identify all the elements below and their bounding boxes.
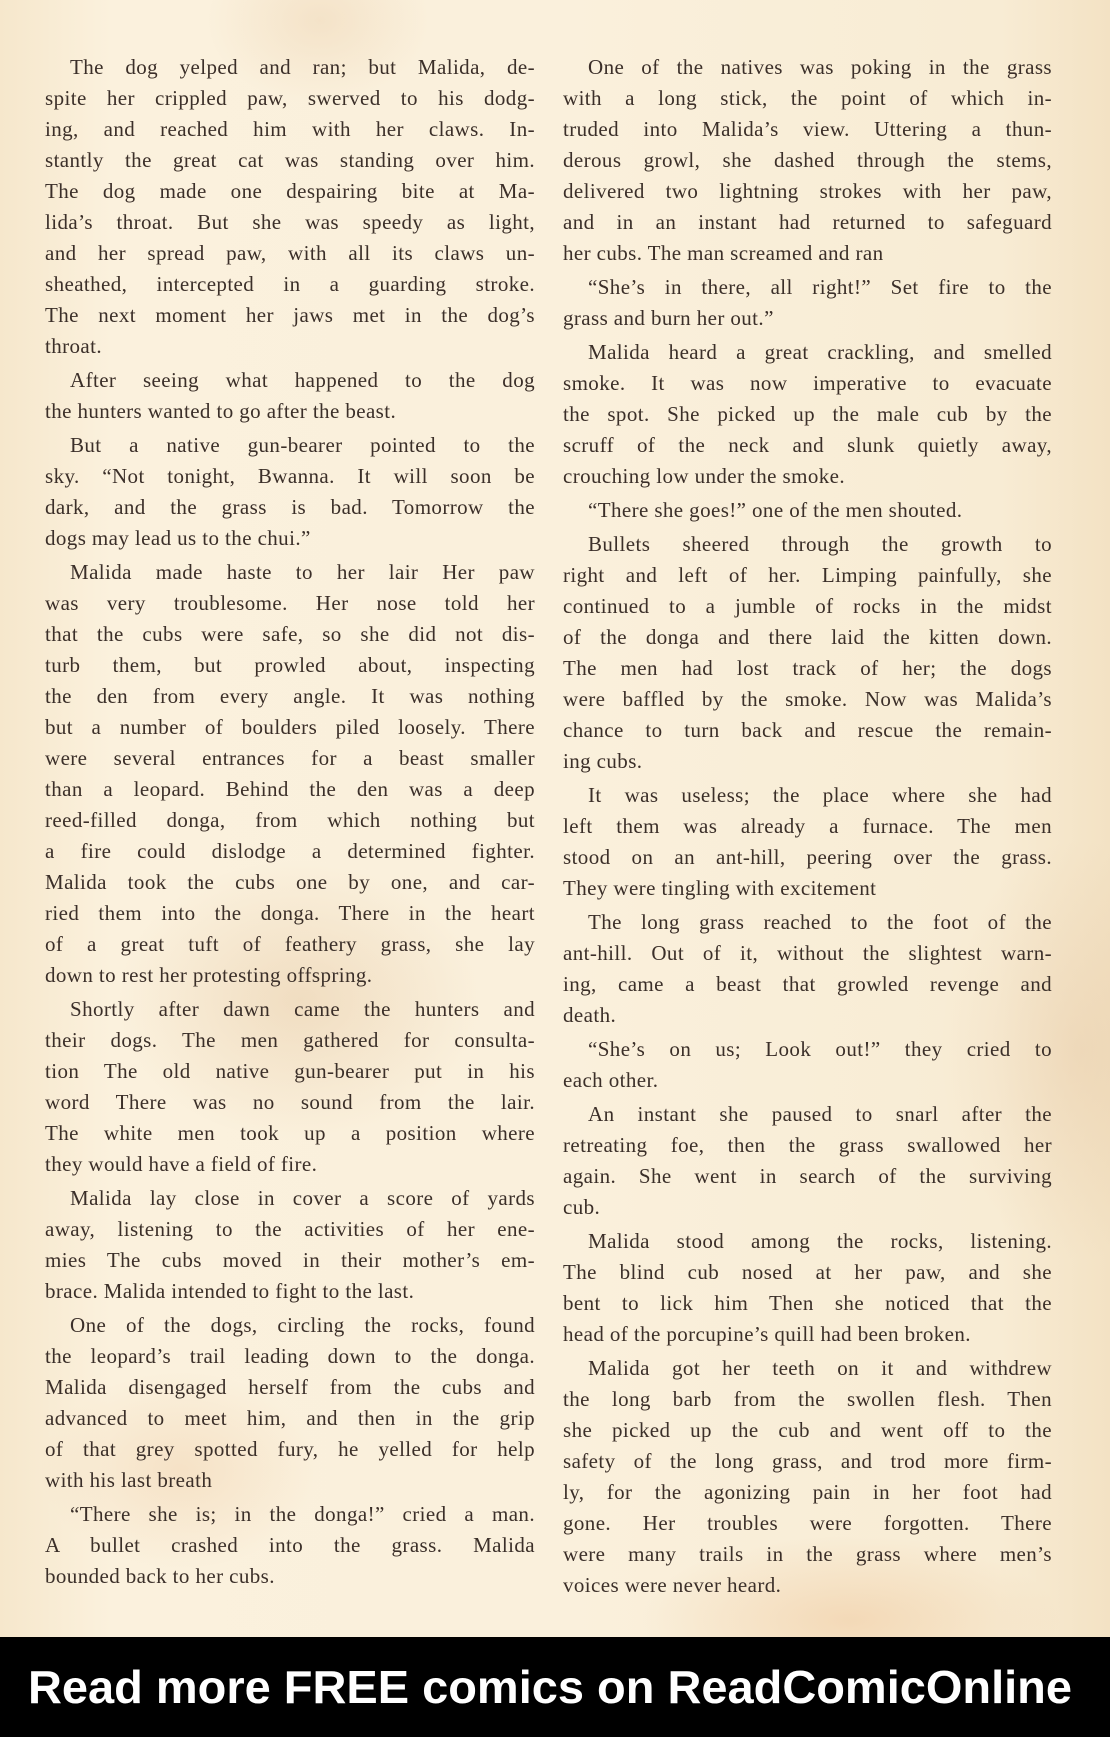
paragraph [45,1310,535,1496]
text-line: sky. “Not tonight, Bwanna. It will soon be [45,464,535,488]
text-line: down to rest her protesting offspring. [45,963,373,987]
text-line: dogs may lead us to the chui.” [45,526,311,550]
text-line: retreating foe, then the grass swallowed her [563,1133,1052,1157]
text-line: she picked up the cub and went off to the [563,1418,1052,1442]
text-line: were several entrances for a beast smaller [45,746,535,770]
text-line: Malida heard a great crackling, and smelled [588,340,1052,364]
text-line: ing, and reached him with her claws. In- [45,117,535,141]
paragraph [563,1353,1052,1601]
text-line: The blind cub nosed at her paw, and she [563,1260,1052,1284]
text-line: “There she goes!” one of the men shouted. [588,498,963,522]
text-line: ant-hill. Out of it, without the slightest warn- [563,941,1052,965]
text-line: Shortly after dawn came the hunters and [70,997,535,1021]
text-line: They were tingling with excitement [563,876,877,900]
text-line: A bullet crashed into the grass. Malida [45,1533,535,1557]
text-line: Bullets sheered through the growth to [588,532,1052,556]
text-line: smoke. It was now imperative to evacuate [563,371,1052,395]
text-line: reed-filled donga, from which nothing but [45,808,535,832]
text-line: death. [563,1003,617,1027]
text-line: cub. [563,1195,601,1219]
text-line: word There was no sound from the lair. [45,1090,535,1114]
text-line: The long grass reached to the foot of the [588,910,1052,934]
text-line: grass and burn her out.” [563,306,774,330]
text-line: but a number of boulders piled loosely. There [45,715,535,739]
text-line: But a native gun-bearer pointed to the [70,433,535,457]
text-line: head of the porcupine’s quill had been broken. [563,1322,971,1346]
paragraph [45,1183,535,1307]
text-line: and her spread paw, with all its claws un- [45,241,535,265]
text-line: bent to lick him Then she noticed that the [563,1291,1052,1315]
paragraph [563,780,1052,904]
paragraph [563,529,1052,777]
promo-banner [0,1637,1110,1737]
text-line: ing, came a beast that growled revenge and [563,972,1052,996]
text-line: truded into Malida’s view. Uttering a thun- [563,117,1052,141]
text-line: their dogs. The men gathered for consulta- [45,1028,535,1052]
text-line: voices were never heard. [563,1573,782,1597]
text-line: stantly the great cat was standing over him. [45,148,535,172]
text-line: advanced to meet him, and then in the grip [45,1406,535,1430]
text-line: The dog made one despairing bite at Ma- [45,179,535,203]
text-line: It was useless; the place where she had [588,783,1052,807]
text-line: lida’s throat. But she was speedy as light, [45,210,535,234]
paragraph [45,52,535,362]
text-line: they would have a field of fire. [45,1152,318,1176]
left-text-column [45,52,535,1595]
text-line: One of the dogs, circling the rocks, found [70,1313,535,1337]
text-line: continued to a jumble of rocks in the midst [563,594,1052,618]
text-line: right and left of her. Limping painfully, she [563,563,1052,587]
text-line: dark, and the grass is bad. Tomorrow the [45,495,535,519]
text-line: away, listening to the activities of her ene- [45,1217,535,1241]
text-line: Malida disengaged herself from the cubs and [45,1375,535,1399]
text-line: The next moment her jaws met in the dog’s [45,303,535,327]
paragraph [45,1499,535,1592]
text-line: turb them, but prowled about, inspecting [45,653,535,677]
text-line: the leopard’s trail leading down to the donga. [45,1344,535,1368]
text-line: the hunters wanted to go after the beast. [45,399,397,423]
text-line: An instant she paused to snarl after the [588,1102,1052,1126]
text-line: The men had lost track of her; the dogs [563,656,1052,680]
text-line: brace. Malida intended to fight to the last. [45,1279,415,1303]
text-line: of that grey spotted fury, he yelled for help [45,1437,535,1461]
text-line: than a leopard. Behind the den was a deep [45,777,535,801]
text-line: gone. Her troubles were forgotten. There [563,1511,1052,1535]
text-line: stood on an ant-hill, peering over the grass. [563,845,1052,869]
text-line: Malida stood among the rocks, listening. [588,1229,1052,1253]
text-line: crouching low under the smoke. [563,464,846,488]
paragraph [563,337,1052,492]
text-line: safety of the long grass, and trod more firm- [563,1449,1052,1473]
text-line: throat. [45,334,103,358]
text-line: again. She went in search of the surviving [563,1164,1052,1188]
text-line: with a long stick, the point of which in- [563,86,1052,110]
text-line: sheathed, intercepted in a guarding stroke. [45,272,535,296]
text-line: of a great tuft of feathery grass, she lay [45,932,535,956]
paragraph [563,1099,1052,1223]
text-line: scruff of the neck and slunk quietly away, [563,433,1052,457]
paragraph [45,430,535,554]
text-line: each other. [563,1068,659,1092]
text-line: was very troublesome. Her nose told her [45,591,535,615]
text-line: One of the natives was poking in the grass [588,55,1052,79]
paragraph [563,1226,1052,1350]
paragraph [563,907,1052,1031]
text-line: Malida made haste to her lair Her paw [70,560,535,584]
text-line: “She’s on us; Look out!” they cried to [588,1037,1052,1061]
text-line: Malida took the cubs one by one, and car- [45,870,535,894]
text-line: ing cubs. [563,749,643,773]
text-line: chance to turn back and rescue the remain- [563,718,1052,742]
text-line: mies The cubs moved in their mother’s em- [45,1248,535,1272]
text-line: ly, for the agonizing pain in her foot had [563,1480,1052,1504]
text-line: a fire could dislodge a determined fighter. [45,839,535,863]
text-line: the spot. She picked up the male cub by the [563,402,1052,426]
right-text-column [563,52,1052,1604]
paragraph [563,1034,1052,1096]
paragraph [45,365,535,427]
text-line: the long barb from the swollen flesh. Then [563,1387,1052,1411]
text-line: The white men took up a position where [45,1121,535,1145]
text-line: “There she is; in the donga!” cried a man. [70,1502,535,1526]
text-line: derous growl, she dashed through the stems, [563,148,1052,172]
text-line: tion The old native gun-bearer put in his [45,1059,535,1083]
text-line: were many trails in the grass where men’s [563,1542,1052,1566]
paragraph [45,557,535,991]
text-line: ried them into the donga. There in the heart [45,901,535,925]
paragraph [563,52,1052,269]
paragraph [563,495,1052,526]
text-line: her cubs. The man screamed and ran [563,241,884,265]
text-line: Malida got her teeth on it and withdrew [588,1356,1052,1380]
text-line: The dog yelped and ran; but Malida, de- [70,55,535,79]
text-line: were baffled by the smoke. Now was Malida’s [563,687,1052,711]
text-line: spite her crippled paw, swerved to his dodg- [45,86,535,110]
text-line: Malida lay close in cover a score of yards [70,1186,535,1210]
text-line: and in an instant had returned to safeguard [563,210,1052,234]
promo-banner-text: Read more FREE comics on ReadComicOnline [28,1661,1072,1713]
paragraph [45,994,535,1180]
text-line: “She’s in there, all right!” Set fire to the [588,275,1052,299]
text-line: with his last breath [45,1468,213,1492]
text-line: that the cubs were safe, so she did not dis- [45,622,535,646]
text-line: left them was already a furnace. The men [563,814,1052,838]
text-line: delivered two lightning strokes with her paw, [563,179,1052,203]
text-line: bounded back to her cubs. [45,1564,275,1588]
text-line: of the donga and there laid the kitten down. [563,625,1052,649]
paragraph [563,272,1052,334]
text-line: After seeing what happened to the dog [70,368,535,392]
text-line: the den from every angle. It was nothing [45,684,535,708]
